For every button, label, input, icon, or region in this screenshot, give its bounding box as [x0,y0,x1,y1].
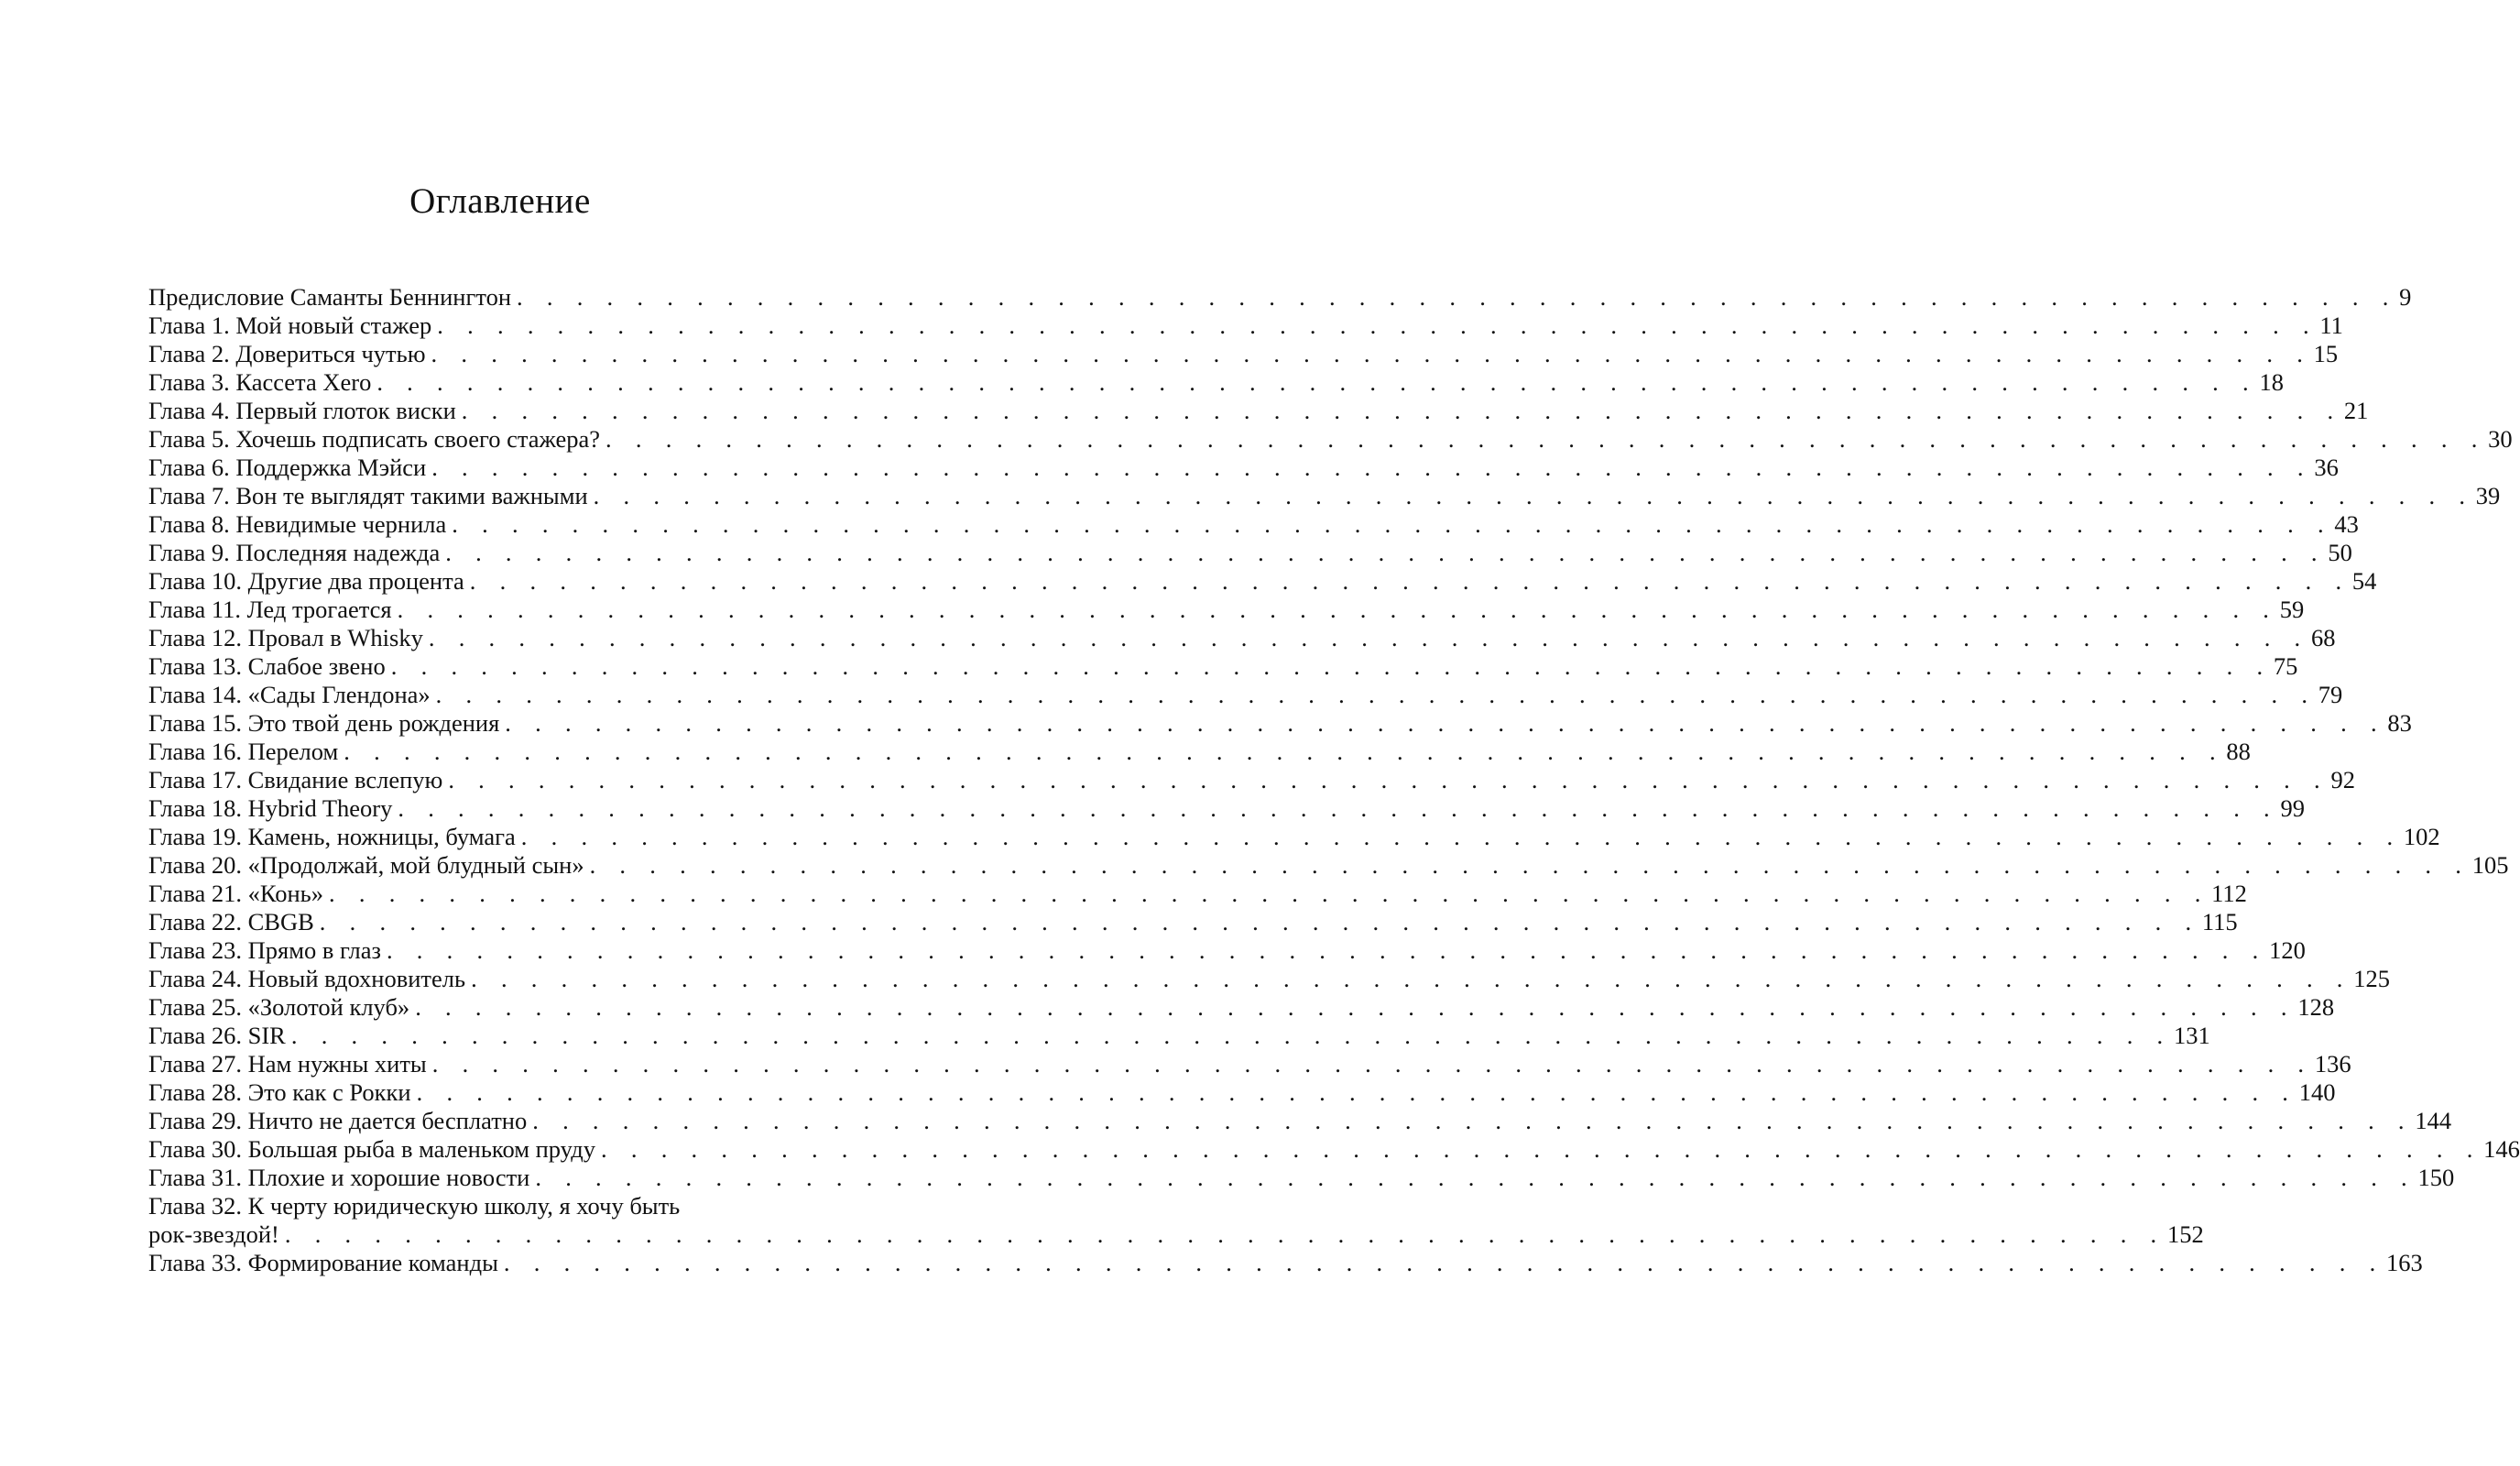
toc-entry-title: Глава 32. К черту юридическую школу, я хочу быть [148,1192,681,1220]
dot-leader: . . . . . . . . . . . . . . . . . . . . . . . . . . . . . . . . . . . . . . . . . . . . . . . . . . . . . . . . . . . . . . . [398,794,2279,822]
dot-leader: . . . . . . . . . . . . . . . . . . . . . . . . . . . . . . . . . . . . . . . . . . . . . . . . . . . . . . . . . . . . . . . [469,567,2351,595]
toc-entry-title: Глава 5. Хочешь подписать своего стажера? [148,425,601,453]
dot-leader: . . . . . . . . . . . . . . . . . . . . . . . . . . . . . . . . . . . . . . . . . . . . . . . . . . . . . . . . . . . . . . . [344,738,2225,765]
toc-entry [148,1164,2455,1192]
toc-entry-line [148,823,2440,851]
toc-entry-title: Глава 15. Это твой день рождения [148,709,500,737]
dot-leader: . . . . . . . . . . . . . . . . . . . . . . . . . . . . . . . . . . . . . . . . . . . . . . . . . . . . . . . . . . . . . . . [376,368,2258,396]
toc-entry-line [148,1022,2210,1050]
dot-leader: . . . . . . . . . . . . . . . . . . . . . . . . . . . . . . . . . . . . . . . . . . . . . . . . . . . . . . . . . . . . . . . [329,880,2210,907]
toc-entry-line [148,709,2412,738]
toc-entry [148,368,2284,397]
dot-leader: . . . . . . . . . . . . . . . . . . . . . . . . . . . . . . . . . . . . . . . . . . . . . . . . . . . . . . . . . . . . . . . [415,993,2296,1021]
toc-entry [148,340,2339,368]
toc-entry-page-number: 30 [2488,425,2513,453]
toc-entry-page-number: 144 [2415,1107,2452,1134]
dot-leader: . . . . . . . . . . . . . . . . . . . . . . . . . . . . . . . . . . . . . . . . . . . . . . . . . . . . . . . . . . . . . . . [390,652,2272,680]
table-of-contents [148,283,2520,1277]
toc-entry-page-number: 128 [2297,993,2335,1021]
toc-entry-title: Глава 24. Новый вдохновитель [148,965,466,992]
toc-entry-line [148,1220,2204,1249]
dot-leader: . . . . . . . . . . . . . . . . . . . . . . . . . . . . . . . . . . . . . . . . . . . . . . . . . . . . . . . . . . . . . . . [601,1135,2482,1163]
dot-leader: . . . . . . . . . . . . . . . . . . . . . . . . . . . . . . . . . . . . . . . . . . . . . . . . . . . . . . . . . . . . . . . [461,397,2342,424]
toc-entry-page-number: 18 [2259,368,2284,396]
toc-entry-title: Глава 27. Нам нужны хиты [148,1050,427,1078]
toc-entry [148,596,2305,624]
toc-entry-title: Глава 17. Свидание вслепую [148,766,443,793]
toc-entry-title: Глава 20. «Продолжай, мой блудный сын» [148,851,584,879]
toc-entry-page-number: 68 [2310,624,2336,651]
toc-entry-title: Глава 13. Слабое звено [148,652,386,680]
toc-entry [148,567,2377,596]
toc-entry-title: Глава 29. Ничто не дается бесплатно [148,1107,528,1134]
toc-entry-page-number: 15 [2313,340,2339,367]
toc-entry-page-number: 79 [2318,681,2343,708]
toc-entry [148,1192,2204,1249]
toc-entry-line [148,851,2509,880]
toc-entry-title: Глава 2. Довериться чутью [148,340,426,367]
toc-entry-line [148,397,2369,425]
toc-entry-page-number: 75 [2273,652,2298,680]
toc-entry-title: Глава 7. Вон те выглядят такими важными [148,482,588,509]
toc-entry-line [148,794,2305,823]
toc-entry [148,766,2355,794]
dot-leader: . . . . . . . . . . . . . . . . . . . . . . . . . . . . . . . . . . . . . . . . . . . . . . . . . . . . . . . . . . . . . . . [520,823,2402,850]
toc-entry [148,1078,2336,1107]
toc-entry-line [148,652,2298,681]
toc-entry [148,312,2343,340]
toc-entry-page-number: 99 [2280,794,2305,822]
toc-entry-page-number: 9 [2399,283,2412,311]
toc-entry-line [148,1078,2336,1107]
dot-leader: . . . . . . . . . . . . . . . . . . . . . . . . . . . . . . . . . . . . . . . . . . . . . . . . . . . . . . . . . . . . . . . [431,340,2312,367]
toc-entry-page-number: 36 [2314,454,2339,481]
toc-entry [148,454,2339,482]
toc-entry [148,709,2412,738]
toc-entry-title: Глава 30. Большая рыба в маленьком пруду [148,1135,595,1163]
toc-entry-line [148,1135,2520,1164]
toc-entry-page-number: 54 [2351,567,2377,595]
toc-entry-title: Глава 1. Мой новый стажер [148,312,432,339]
toc-entry-line [148,681,2343,709]
toc-entry-line [148,312,2343,340]
toc-entry-line [148,340,2339,368]
toc-entry [148,738,2251,766]
toc-entry-page-number: 50 [2328,539,2352,566]
page-title: Оглавление [409,181,591,221]
toc-entry-line [148,993,2335,1022]
toc-entry-page-number: 43 [2334,510,2359,538]
toc-entry-title: Глава 8. Невидимые чернила [148,510,447,538]
toc-entry-line [148,1050,2351,1078]
toc-entry-page-number: 146 [2483,1135,2520,1163]
toc-entry-line [148,539,2352,567]
toc-entry-line [148,368,2284,397]
toc-entry-page-number: 21 [2343,397,2369,424]
toc-entry-title: Глава 14. «Сады Глендона» [148,681,431,708]
toc-entry-title: Глава 19. Камень, ножницы, бумага [148,823,516,850]
toc-entry-title: Предисловие Саманты Беннингтон [148,283,511,311]
toc-entry [148,908,2238,936]
toc-entry-page-number: 125 [2353,965,2390,992]
toc-entry-title: Глава 11. Лед трогается [148,596,392,623]
toc-entry [148,851,2509,880]
toc-entry-title: Глава 25. «Золотой клуб» [148,993,410,1021]
toc-entry [148,794,2305,823]
toc-entry-title: Глава 28. Это как с Рокки [148,1078,411,1106]
toc-entry-page-number: 112 [2211,880,2247,907]
toc-entry-line [148,454,2339,482]
toc-entry-title: Глава 18. Hybrid Theory [148,794,393,822]
dot-leader: . . . . . . . . . . . . . . . . . . . . . . . . . . . . . . . . . . . . . . . . . . . . . . . . . . . . . . . . . . . . . . . [452,510,2333,538]
dot-leader: . . . . . . . . . . . . . . . . . . . . . . . . . . . . . . . . . . . . . . . . . . . . . . . . . . . . . . . . . . . . . . . [593,482,2474,509]
dot-leader: . . . . . . . . . . . . . . . . . . . . . . . . . . . . . . . . . . . . . . . . . . . . . . . . . . . . . . . . . . . . . . . [605,425,2487,453]
toc-entry [148,681,2343,709]
dot-leader: . . . . . . . . . . . . . . . . . . . . . . . . . . . . . . . . . . . . . . . . . . . . . . . . . . . . . . . . . . . . . . . [437,312,2318,339]
toc-entry-line [148,482,2501,510]
dot-leader: . . . . . . . . . . . . . . . . . . . . . . . . . . . . . . . . . . . . . . . . . . . . . . . . . . . . . . . . . . . . . . . [532,1107,2414,1134]
toc-entry-line [148,738,2251,766]
toc-entry-title: Глава 23. Прямо в глаз [148,936,381,964]
toc-entry [148,1022,2210,1050]
toc-entry [148,993,2335,1022]
toc-entry [148,283,2412,312]
toc-entry [148,1107,2452,1135]
toc-entry [148,1135,2520,1164]
toc-entry-title: Глава 9. Последняя надежда [148,539,441,566]
dot-leader: . . . . . . . . . . . . . . . . . . . . . . . . . . . . . . . . . . . . . . . . . . . . . . . . . . . . . . . . . . . . . . . [589,851,2471,879]
dot-leader: . . . . . . . . . . . . . . . . . . . . . . . . . . . . . . . . . . . . . . . . . . . . . . . . . . . . . . . . . . . . . . . [397,596,2278,623]
toc-entry [148,1050,2351,1078]
toc-entry [148,823,2440,851]
dot-leader: . . . . . . . . . . . . . . . . . . . . . . . . . . . . . . . . . . . . . . . . . . . . . . . . . . . . . . . . . . . . . . . [290,1022,2172,1049]
toc-entry-title: Глава 16. Перелом [148,738,339,765]
toc-entry-title: Глава 33. Формирование команды [148,1249,498,1276]
toc-entry-page-number: 83 [2387,709,2412,737]
toc-entry-page-number: 102 [2403,823,2440,850]
toc-entry [148,624,2336,652]
toc-entry [148,880,2247,908]
toc-entry-page-number: 115 [2201,908,2238,935]
toc-entry-page-number: 11 [2319,312,2343,339]
toc-entry-line [148,880,2247,908]
toc-entry-title: Глава 10. Другие два процента [148,567,464,595]
toc-entry-line [148,1164,2455,1192]
dot-leader: . . . . . . . . . . . . . . . . . . . . . . . . . . . . . . . . . . . . . . . . . . . . . . . . . . . . . . . . . . . . . . . [428,624,2309,651]
toc-entry-page-number: 131 [2173,1022,2210,1049]
toc-entry-page-number: 59 [2279,596,2305,623]
toc-entry-page-number: 120 [2269,936,2306,964]
dot-leader: . . . . . . . . . . . . . . . . . . . . . . . . . . . . . . . . . . . . . . . . . . . . . . . . . . . . . . . . . . . . . . . [535,1164,2416,1191]
toc-entry-line [148,510,2359,539]
dot-leader: . . . . . . . . . . . . . . . . . . . . . . . . . . . . . . . . . . . . . . . . . . . . . . . . . . . . . . . . . . . . . . . [448,766,2329,793]
toc-entry-line [148,1249,2423,1277]
toc-entry [148,652,2298,681]
dot-leader: . . . . . . . . . . . . . . . . . . . . . . . . . . . . . . . . . . . . . . . . . . . . . . . . . . . . . . . . . . . . . . . [435,681,2317,708]
toc-entry-title: Глава 3. Кассета Xero [148,368,372,396]
toc-entry-page-number: 92 [2330,766,2355,793]
toc-entry-page-number: 140 [2298,1078,2336,1106]
toc-entry [148,425,2513,454]
dot-leader: . . . . . . . . . . . . . . . . . . . . . . . . . . . . . . . . . . . . . . . . . . . . . . . . . . . . . . . . . . . . . . . [284,1220,2165,1248]
toc-entry-page-number: 163 [2386,1249,2423,1276]
toc-entry-title: Глава 12. Провал в Whisky [148,624,423,651]
toc-entry-line [148,965,2390,993]
toc-entry-page-number: 152 [2166,1220,2204,1248]
toc-entry-line [148,908,2238,936]
toc-entry [148,397,2369,425]
toc-entry-line [148,596,2305,624]
toc-entry-title: Глава 4. Первый глоток виски [148,397,456,424]
dot-leader: . . . . . . . . . . . . . . . . . . . . . . . . . . . . . . . . . . . . . . . . . . . . . . . . . . . . . . . . . . . . . . . [517,283,2398,311]
toc-entry-page-number: 39 [2475,482,2501,509]
dot-leader: . . . . . . . . . . . . . . . . . . . . . . . . . . . . . . . . . . . . . . . . . . . . . . . . . . . . . . . . . . . . . . . [431,454,2313,481]
toc-entry [148,482,2501,510]
dot-leader: . . . . . . . . . . . . . . . . . . . . . . . . . . . . . . . . . . . . . . . . . . . . . . . . . . . . . . . . . . . . . . . [431,1050,2313,1078]
toc-entry-page-number: 150 [2417,1164,2455,1191]
toc-entry-page-number: 88 [2226,738,2251,765]
toc-entry-title: Глава 21. «Конь» [148,880,323,907]
dot-leader: . . . . . . . . . . . . . . . . . . . . . . . . . . . . . . . . . . . . . . . . . . . . . . . . . . . . . . . . . . . . . . . [505,709,2386,737]
toc-entry-title-continued: рок-звездой! [148,1220,279,1248]
toc-entry-title: Глава 6. Поддержка Мэйси [148,454,427,481]
dot-leader: . . . . . . . . . . . . . . . . . . . . . . . . . . . . . . . . . . . . . . . . . . . . . . . . . . . . . . . . . . . . . . . [471,965,2352,992]
toc-entry-title: Глава 22. CBGB [148,908,314,935]
toc-entry [148,936,2306,965]
toc-entry-line [148,624,2336,652]
toc-entry-line [148,766,2355,794]
toc-entry [148,1249,2423,1277]
dot-leader: . . . . . . . . . . . . . . . . . . . . . . . . . . . . . . . . . . . . . . . . . . . . . . . . . . . . . . . . . . . . . . . [503,1249,2384,1276]
toc-entry-line [148,936,2306,965]
toc-entry-line [148,283,2412,312]
toc-entry [148,965,2390,993]
dot-leader: . . . . . . . . . . . . . . . . . . . . . . . . . . . . . . . . . . . . . . . . . . . . . . . . . . . . . . . . . . . . . . . [416,1078,2297,1106]
toc-entry-page-number: 105 [2471,851,2509,879]
toc-entry-title: Глава 26. SIR [148,1022,286,1049]
toc-entry-page-number: 136 [2314,1050,2351,1078]
toc-entry-line [148,425,2513,454]
toc-entry-line [148,567,2377,596]
dot-leader: . . . . . . . . . . . . . . . . . . . . . . . . . . . . . . . . . . . . . . . . . . . . . . . . . . . . . . . . . . . . . . . [319,908,2200,935]
dot-leader: . . . . . . . . . . . . . . . . . . . . . . . . . . . . . . . . . . . . . . . . . . . . . . . . . . . . . . . . . . . . . . . [386,936,2268,964]
toc-entry-title: Глава 31. Плохие и хорошие новости [148,1164,530,1191]
toc-entry-line [148,1107,2452,1135]
toc-entry [148,539,2352,567]
toc-entry [148,510,2359,539]
dot-leader: . . . . . . . . . . . . . . . . . . . . . . . . . . . . . . . . . . . . . . . . . . . . . . . . . . . . . . . . . . . . . . . [445,539,2327,566]
